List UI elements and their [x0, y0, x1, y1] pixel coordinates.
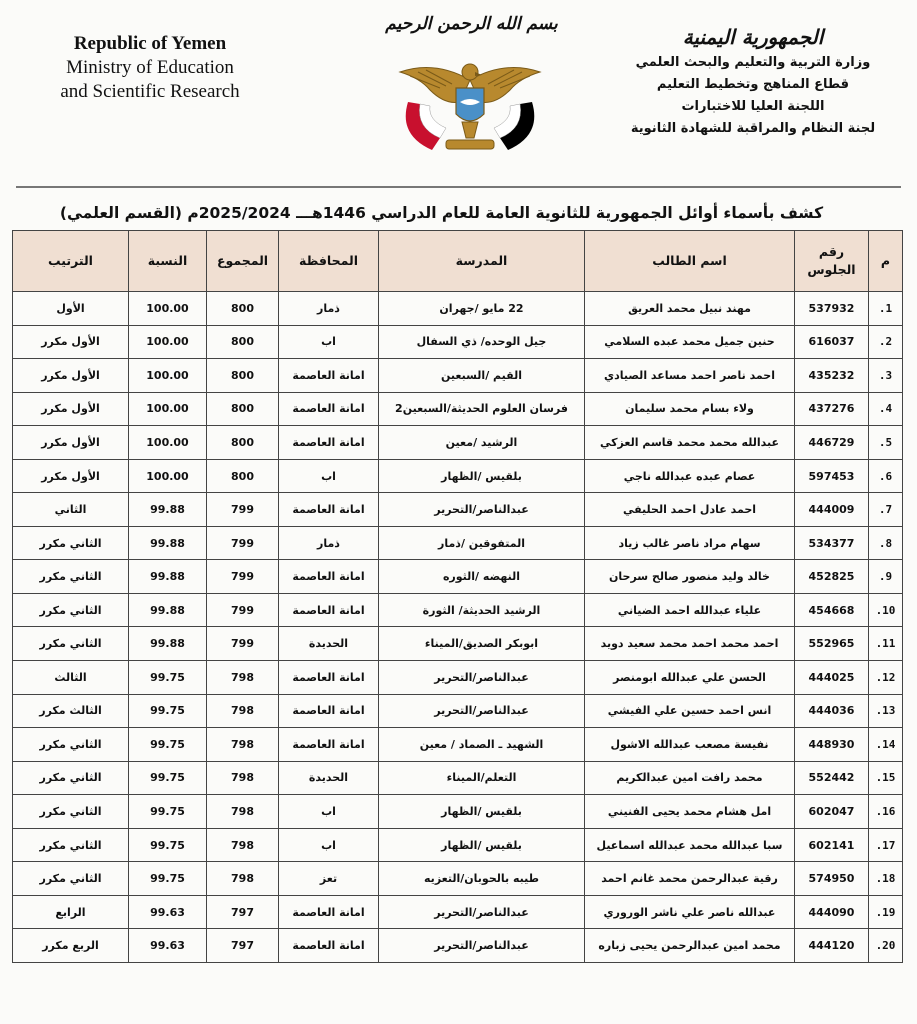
- governorate-cell: امانة العاصمة: [279, 493, 379, 527]
- percentage-cell: 99.75: [129, 728, 207, 762]
- seat-number-cell: 444120: [795, 929, 869, 963]
- seat-number-cell: 454668: [795, 593, 869, 627]
- percentage-cell: 99.75: [129, 795, 207, 829]
- rank-cell: الثاني مكرر: [13, 828, 129, 862]
- table-row: [13, 761, 903, 795]
- student-name-cell: سبا عبدالله محمد عبدالله اسماعيل: [585, 828, 795, 862]
- seat-number-cell: 444036: [795, 694, 869, 728]
- total-score-cell: 800: [207, 292, 279, 326]
- school-name-cell: بلقيس /الظهار: [379, 828, 585, 862]
- school-name-cell: 22 مايو /جهران: [379, 292, 585, 326]
- column-header-index: م: [869, 231, 903, 292]
- student-name-cell: رقية عبدالرحمن محمد غانم احمد: [585, 862, 795, 896]
- english-header-line-2: Ministry of Education: [66, 57, 234, 78]
- table-row: [13, 292, 903, 326]
- governorate-cell: امانة العاصمة: [279, 728, 379, 762]
- seat-number-cell: 448930: [795, 728, 869, 762]
- school-name-cell: النهضه /الثوره: [379, 560, 585, 594]
- row-index-cell: .17: [869, 828, 903, 862]
- rank-cell: الثاني مكرر: [13, 795, 129, 829]
- percentage-cell: 99.75: [129, 862, 207, 896]
- percentage-cell: 100.00: [129, 359, 207, 393]
- school-name-cell: المتفوقين /ذمار: [379, 526, 585, 560]
- arabic-header-line-1: وزارة التربية والتعليم والبحث العلمي: [635, 55, 871, 70]
- row-index-cell: .2: [869, 325, 903, 359]
- governorate-cell: امانة العاصمة: [279, 359, 379, 393]
- table-row: [13, 627, 903, 661]
- percentage-cell: 99.75: [129, 694, 207, 728]
- rank-cell: الثالث: [13, 661, 129, 695]
- student-name-cell: عبدالله محمد محمد قاسم العزكي: [585, 426, 795, 460]
- school-name-cell: الشهيد ـ الصماد / معين: [379, 728, 585, 762]
- student-name-cell: عبدالله ناصر علي ناشر الوروري: [585, 895, 795, 929]
- rank-cell: الثاني مكرر: [13, 761, 129, 795]
- percentage-cell: 99.88: [129, 560, 207, 594]
- school-name-cell: جيل الوحده/ ذي السفال: [379, 325, 585, 359]
- seat-number-cell: 446729: [795, 426, 869, 460]
- arabic-header-line-3: اللجنة العليا للاختبارات: [681, 99, 825, 114]
- governorate-cell: امانة العاصمة: [279, 895, 379, 929]
- governorate-cell: الحديدة: [279, 761, 379, 795]
- table-row: [13, 694, 903, 728]
- student-name-cell: سهام مراد ناصر غالب زياد: [585, 526, 795, 560]
- governorate-cell: امانة العاصمة: [279, 392, 379, 426]
- rank-cell: الأول مكرر: [13, 459, 129, 493]
- school-name-cell: بلقيس /الظهار: [379, 459, 585, 493]
- student-name-cell: امل هشام محمد يحيى الفنيني: [585, 795, 795, 829]
- rank-cell: الأول مكرر: [13, 426, 129, 460]
- percentage-cell: 100.00: [129, 325, 207, 359]
- total-score-cell: 800: [207, 459, 279, 493]
- school-name-cell: ابوبكر الصديق/الميناء: [379, 627, 585, 661]
- row-index-cell: .12: [869, 661, 903, 695]
- percentage-cell: 100.00: [129, 392, 207, 426]
- english-header-line-1: Republic of Yemen: [73, 33, 227, 54]
- english-header-line-3: and Scientific Research: [60, 81, 240, 102]
- governorate-cell: تعز: [279, 862, 379, 896]
- student-name-cell: علياء عبدالله احمد الضياني: [585, 593, 795, 627]
- seat-number-cell: 444009: [795, 493, 869, 527]
- row-index-cell: .7: [869, 493, 903, 527]
- column-header-rank: الترتيب: [13, 231, 129, 292]
- school-name-cell: الرشيد /معين: [379, 426, 585, 460]
- total-score-cell: 799: [207, 526, 279, 560]
- seat-number-cell: 602141: [795, 828, 869, 862]
- governorate-cell: اب: [279, 795, 379, 829]
- table-row: [13, 325, 903, 359]
- total-score-cell: 797: [207, 929, 279, 963]
- percentage-cell: 100.00: [129, 292, 207, 326]
- school-name-cell: عبدالناصر/التحرير: [379, 661, 585, 695]
- row-index-cell: .4: [869, 392, 903, 426]
- table-row: [13, 728, 903, 762]
- total-score-cell: 798: [207, 828, 279, 862]
- student-name-cell: احمد عادل احمد الحليفي: [585, 493, 795, 527]
- governorate-cell: اب: [279, 828, 379, 862]
- seat-number-cell: 552965: [795, 627, 869, 661]
- arabic-header-line-2: قطاع المناهج وتخطيط التعليم: [656, 77, 850, 92]
- percentage-cell: 99.88: [129, 593, 207, 627]
- percentage-cell: 99.75: [129, 761, 207, 795]
- governorate-cell: اب: [279, 459, 379, 493]
- row-index-cell: .11: [869, 627, 903, 661]
- student-name-cell: عصام عبده عبدالله ناجي: [585, 459, 795, 493]
- table-header-row: [13, 231, 903, 292]
- governorate-cell: الحديدة: [279, 627, 379, 661]
- percentage-cell: 99.63: [129, 895, 207, 929]
- seat-number-cell: 602047: [795, 795, 869, 829]
- column-header-name: اسم الطالب: [585, 231, 795, 292]
- seat-number-cell: 437276: [795, 392, 869, 426]
- table-row: [13, 359, 903, 393]
- row-index-cell: .10: [869, 593, 903, 627]
- percentage-cell: 99.75: [129, 661, 207, 695]
- percentage-cell: 99.88: [129, 493, 207, 527]
- seat-number-cell: 552442: [795, 761, 869, 795]
- total-score-cell: 798: [207, 862, 279, 896]
- total-score-cell: 798: [207, 694, 279, 728]
- row-index-cell: .20: [869, 929, 903, 963]
- school-name-cell: عبدالناصر/التحرير: [379, 694, 585, 728]
- governorate-cell: اب: [279, 325, 379, 359]
- student-name-cell: انس احمد حسين علي الفيشي: [585, 694, 795, 728]
- basmala-text: بسم الله الرحمن الرحيم: [385, 14, 558, 34]
- rank-cell: الأول مكرر: [13, 325, 129, 359]
- rank-cell: الثاني: [13, 493, 129, 527]
- row-index-cell: .9: [869, 560, 903, 594]
- student-name-cell: الحسن علي عبدالله ابومنصر: [585, 661, 795, 695]
- seat-number-cell: 597453: [795, 459, 869, 493]
- total-score-cell: 800: [207, 359, 279, 393]
- student-name-cell: مهند نبيل محمد العريق: [585, 292, 795, 326]
- table-row: [13, 526, 903, 560]
- student-name-cell: احمد محمد احمد محمد سعيد دويد: [585, 627, 795, 661]
- rank-cell: الثاني مكرر: [13, 593, 129, 627]
- school-name-cell: عبدالناصر/التحرير: [379, 929, 585, 963]
- total-score-cell: 798: [207, 795, 279, 829]
- row-index-cell: .3: [869, 359, 903, 393]
- total-score-cell: 800: [207, 325, 279, 359]
- rank-cell: الثاني مكرر: [13, 862, 129, 896]
- governorate-cell: امانة العاصمة: [279, 661, 379, 695]
- rank-cell: الأول: [13, 292, 129, 326]
- column-header-total: المجموع: [207, 231, 279, 292]
- table-row: [13, 493, 903, 527]
- row-index-cell: .19: [869, 895, 903, 929]
- governorate-cell: امانة العاصمة: [279, 929, 379, 963]
- school-name-cell: عبدالناصر/التحرير: [379, 895, 585, 929]
- seat-number-cell: 537932: [795, 292, 869, 326]
- school-name-cell: التعلم/الميناء: [379, 761, 585, 795]
- percentage-cell: 99.75: [129, 828, 207, 862]
- total-score-cell: 798: [207, 661, 279, 695]
- school-name-cell: طيبه بالحوبان/التعزيه: [379, 862, 585, 896]
- table-row: [13, 392, 903, 426]
- table-row: [13, 828, 903, 862]
- rank-cell: الرابع: [13, 895, 129, 929]
- row-index-cell: .16: [869, 795, 903, 829]
- column-header-school: المدرسة: [379, 231, 585, 292]
- governorate-cell: امانة العاصمة: [279, 426, 379, 460]
- table-row: [13, 929, 903, 963]
- row-index-cell: .14: [869, 728, 903, 762]
- total-score-cell: 799: [207, 593, 279, 627]
- header-divider: [16, 186, 901, 188]
- rank-cell: الثاني مكرر: [13, 627, 129, 661]
- table-row: [13, 593, 903, 627]
- student-name-cell: محمد رافت امين عبدالكريم: [585, 761, 795, 795]
- governorate-cell: ذمار: [279, 526, 379, 560]
- rank-cell: الثاني مكرر: [13, 560, 129, 594]
- table-row: [13, 459, 903, 493]
- table-row: [13, 560, 903, 594]
- school-name-cell: الرشيد الحديثة/ الثورة: [379, 593, 585, 627]
- document-title: كشف بأسماء أوائل الجمهورية للثانوية العامة للعام الدراسي 1446هـــ 2025/2024م (القسم العلمي): [59, 204, 824, 222]
- row-index-cell: .15: [869, 761, 903, 795]
- table-row: [13, 661, 903, 695]
- governorate-cell: امانة العاصمة: [279, 694, 379, 728]
- table-row: [13, 862, 903, 896]
- row-index-cell: .13: [869, 694, 903, 728]
- column-header-governorate: المحافظة: [279, 231, 379, 292]
- total-score-cell: 797: [207, 895, 279, 929]
- percentage-cell: 99.88: [129, 627, 207, 661]
- seat-number-cell: 444025: [795, 661, 869, 695]
- rank-cell: الربع مكرر: [13, 929, 129, 963]
- english-header: [30, 32, 270, 104]
- rank-cell: الأول مكرر: [13, 359, 129, 393]
- table-row: [13, 895, 903, 929]
- results-table: [12, 230, 903, 963]
- total-score-cell: 798: [207, 761, 279, 795]
- total-score-cell: 799: [207, 560, 279, 594]
- arabic-header: [603, 22, 903, 140]
- row-index-cell: .18: [869, 862, 903, 896]
- school-name-cell: عبدالناصر/التحرير: [379, 493, 585, 527]
- student-name-cell: محمد امين عبدالرحمن يحيى زباره: [585, 929, 795, 963]
- student-name-cell: حنين جميل محمد عبده السلامي: [585, 325, 795, 359]
- row-index-cell: .1: [869, 292, 903, 326]
- column-header-seat: رقم الجلوس: [795, 231, 869, 292]
- rank-cell: الثاني مكرر: [13, 526, 129, 560]
- total-score-cell: 799: [207, 493, 279, 527]
- total-score-cell: 800: [207, 392, 279, 426]
- seat-number-cell: 435232: [795, 359, 869, 393]
- table-row: [13, 795, 903, 829]
- percentage-cell: 100.00: [129, 459, 207, 493]
- rank-cell: الأول مكرر: [13, 392, 129, 426]
- student-name-cell: احمد ناصر احمد مساعد الصيادي: [585, 359, 795, 393]
- seat-number-cell: 574950: [795, 862, 869, 896]
- student-name-cell: نفيسة مصعب عبدالله الاشول: [585, 728, 795, 762]
- governorate-cell: امانة العاصمة: [279, 560, 379, 594]
- column-header-percentage: النسبة: [129, 231, 207, 292]
- percentage-cell: 99.63: [129, 929, 207, 963]
- rank-cell: الثالث مكرر: [13, 694, 129, 728]
- total-score-cell: 799: [207, 627, 279, 661]
- rank-cell: الثاني مكرر: [13, 728, 129, 762]
- total-score-cell: 798: [207, 728, 279, 762]
- row-index-cell: .6: [869, 459, 903, 493]
- percentage-cell: 100.00: [129, 426, 207, 460]
- row-index-cell: .5: [869, 426, 903, 460]
- school-name-cell: بلقيس /الظهار: [379, 795, 585, 829]
- governorate-cell: امانة العاصمة: [279, 593, 379, 627]
- school-name-cell: فرسان العلوم الحديثة/السبعين2: [379, 392, 585, 426]
- arabic-header-title: الجمهورية اليمنية: [682, 25, 824, 49]
- arabic-header-line-4: لجنة النظام والمراقبة للشهادة الثانوية: [630, 121, 876, 136]
- yemen-eagle-emblem-icon: [380, 10, 560, 170]
- seat-number-cell: 534377: [795, 526, 869, 560]
- total-score-cell: 800: [207, 426, 279, 460]
- table-row: [13, 426, 903, 460]
- seat-number-cell: 452825: [795, 560, 869, 594]
- student-name-cell: خالد وليد منصور صالح سرحان: [585, 560, 795, 594]
- row-index-cell: .8: [869, 526, 903, 560]
- student-name-cell: ولاء بسام محمد سليمان: [585, 392, 795, 426]
- percentage-cell: 99.88: [129, 526, 207, 560]
- seat-number-cell: 616037: [795, 325, 869, 359]
- governorate-cell: ذمار: [279, 292, 379, 326]
- table-body: [13, 292, 903, 963]
- school-name-cell: القيم /السبعين: [379, 359, 585, 393]
- seat-number-cell: 444090: [795, 895, 869, 929]
